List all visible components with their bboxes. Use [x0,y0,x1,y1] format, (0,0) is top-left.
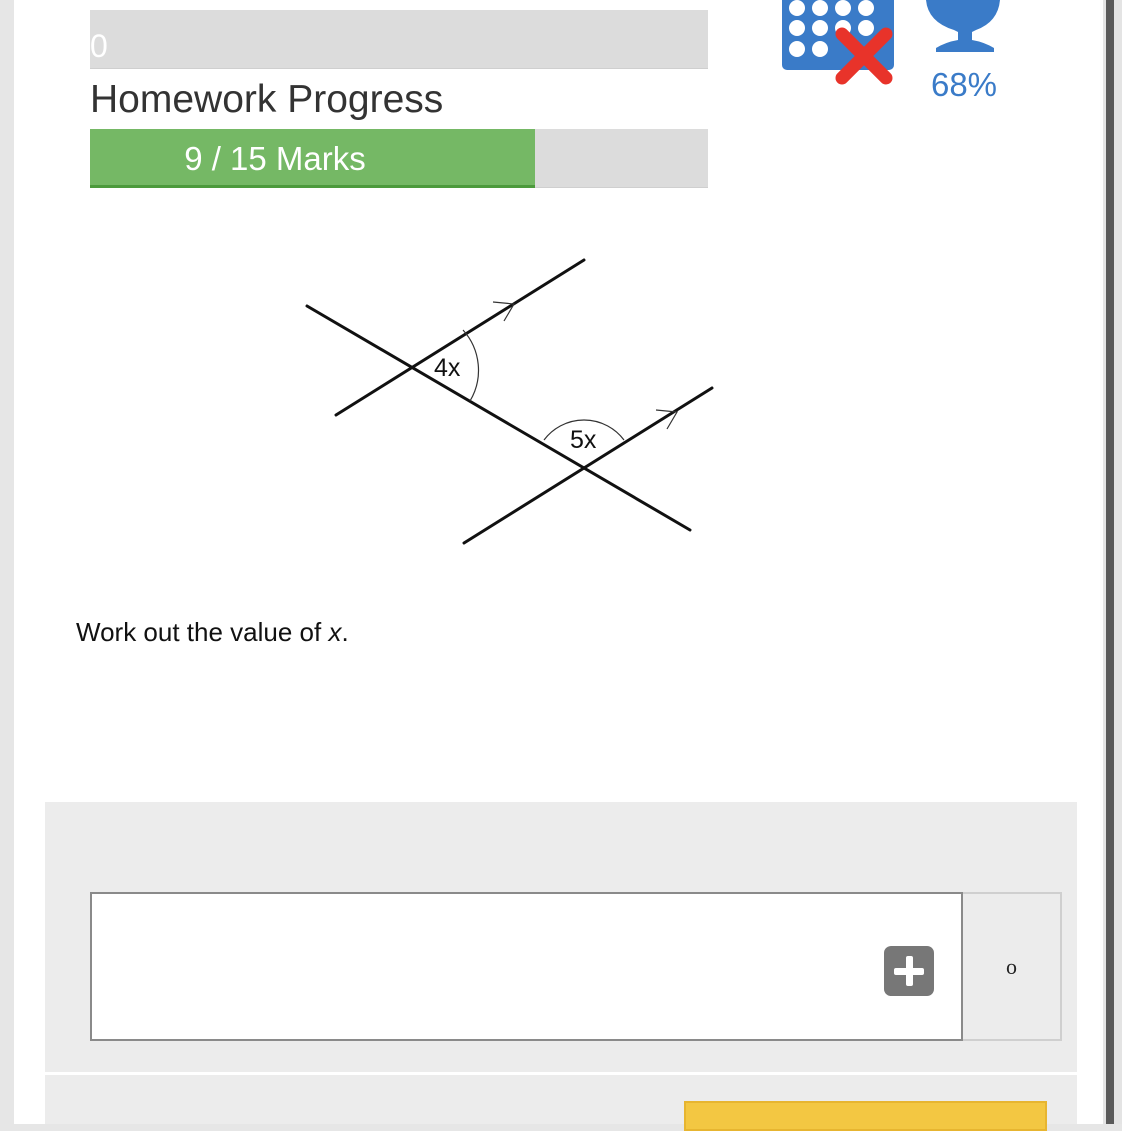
angle-label-4x: 4x [434,354,461,382]
diagram-drawing [300,250,720,550]
answer-unit: o [963,892,1062,1041]
parallel-lines-diagram [300,250,720,555]
top-progress-value: 0 [90,28,108,64]
answer-input[interactable] [90,892,963,1041]
transversal-line [307,306,690,530]
top-progress-bar [90,10,708,69]
plus-icon[interactable] [884,946,934,996]
question-prefix: Work out the value of [76,617,329,647]
parallel-line-upper [336,260,584,415]
question-suffix: . [341,617,349,647]
calculator-not-allowed-icon [781,0,896,90]
scrollbar-thumb[interactable] [1106,0,1114,1124]
homework-progress-title: Homework Progress [90,78,444,121]
homework-progress-label: 9 / 15 Marks [184,139,366,177]
trophy-icon [918,0,1018,60]
score-percentage: 68% [930,66,998,103]
submit-button[interactable] [684,1101,1047,1131]
question-text [76,617,349,648]
angle-label-5x: 5x [570,426,597,454]
question-variable: x [328,617,342,647]
homework-progress-bar [90,129,708,188]
angle-arc-4x [463,330,478,401]
